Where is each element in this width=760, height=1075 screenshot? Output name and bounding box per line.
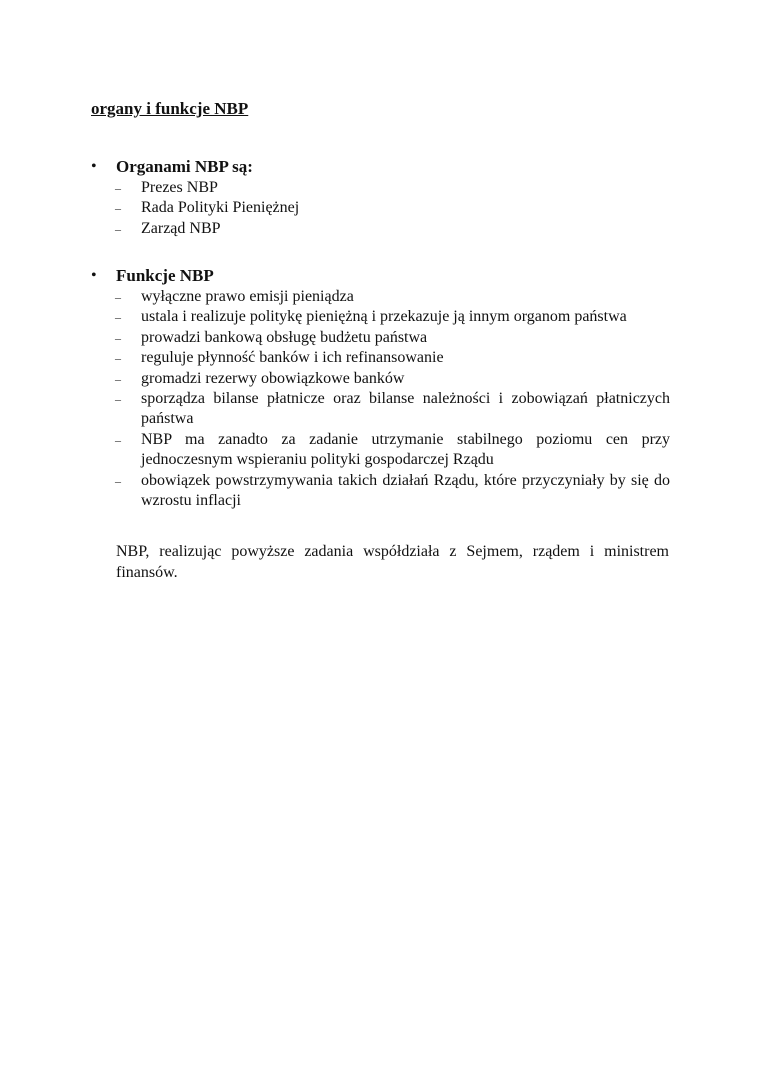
list-item-text: Rada Polityki Pieniężnej — [141, 199, 300, 217]
section-funkcje — [91, 265, 670, 511]
list-item — [91, 328, 670, 348]
list-organy — [91, 178, 670, 239]
list-item — [91, 471, 670, 512]
list-item — [91, 389, 670, 430]
list-item — [91, 348, 670, 368]
dash-icon: – — [115, 432, 121, 447]
closing-paragraph: NBP, realizując powyższe zadania współdziała z Sejmem, rządem i ministrem finansów. — [116, 543, 669, 581]
bullet-icon: • — [91, 267, 97, 284]
list-item-text: ustala i realizuje politykę pieniężną i przekazuje ją innym organom państwa — [141, 308, 627, 326]
list-item — [91, 219, 670, 239]
list-item-text: reguluje płynność banków i ich refinansowanie — [141, 349, 444, 367]
list-funkcje — [91, 287, 670, 511]
list-item-text: Zarząd NBP — [141, 219, 221, 237]
list-item — [91, 287, 670, 307]
list-item-text: wyłączne prawo emisji pieniądza — [141, 288, 354, 305]
list-item-text: obowiązek powstrzymywania takich działań Rządu, które przyczyniały by się do wzrostu inflacji — [141, 471, 670, 510]
list-item — [91, 369, 670, 389]
dash-icon: – — [115, 221, 121, 236]
dash-icon: – — [115, 351, 121, 366]
section-heading: Funkcje NBP — [116, 266, 214, 285]
list-item-text: gromadzi rezerwy obowiązkowe banków — [141, 369, 405, 387]
list-item — [91, 178, 670, 198]
dash-icon: – — [115, 290, 121, 304]
dash-icon: – — [115, 181, 121, 195]
dash-icon: – — [115, 473, 121, 488]
list-item — [91, 198, 670, 218]
list-item-text: NBP ma zanadto za zadanie utrzymanie stabilnego poziomu cen przy jednoczesnym wspieraniu polityki gospodarczej Rządu — [141, 430, 670, 469]
list-item-text: Prezes NBP — [141, 179, 218, 196]
document-title: organy i funkcje NBP — [91, 99, 249, 118]
list-item-text: sporządza bilanse płatnicze oraz bilanse należności i zobowiązań płatniczych państwa — [141, 390, 670, 428]
dash-icon: – — [115, 201, 121, 216]
list-item — [91, 430, 670, 471]
section-organy — [91, 156, 670, 239]
dash-icon: – — [115, 371, 121, 386]
section-heading-row — [91, 156, 670, 178]
dash-icon: – — [115, 330, 121, 345]
list-item-text: prowadzi bankową obsługę budżetu państwa — [141, 328, 428, 346]
dash-icon: – — [115, 392, 121, 407]
list-item — [91, 307, 670, 327]
section-heading: Organami NBP są: — [116, 157, 253, 176]
bullet-icon: • — [91, 158, 97, 175]
dash-icon: – — [115, 310, 121, 325]
section-heading-row — [91, 265, 670, 287]
